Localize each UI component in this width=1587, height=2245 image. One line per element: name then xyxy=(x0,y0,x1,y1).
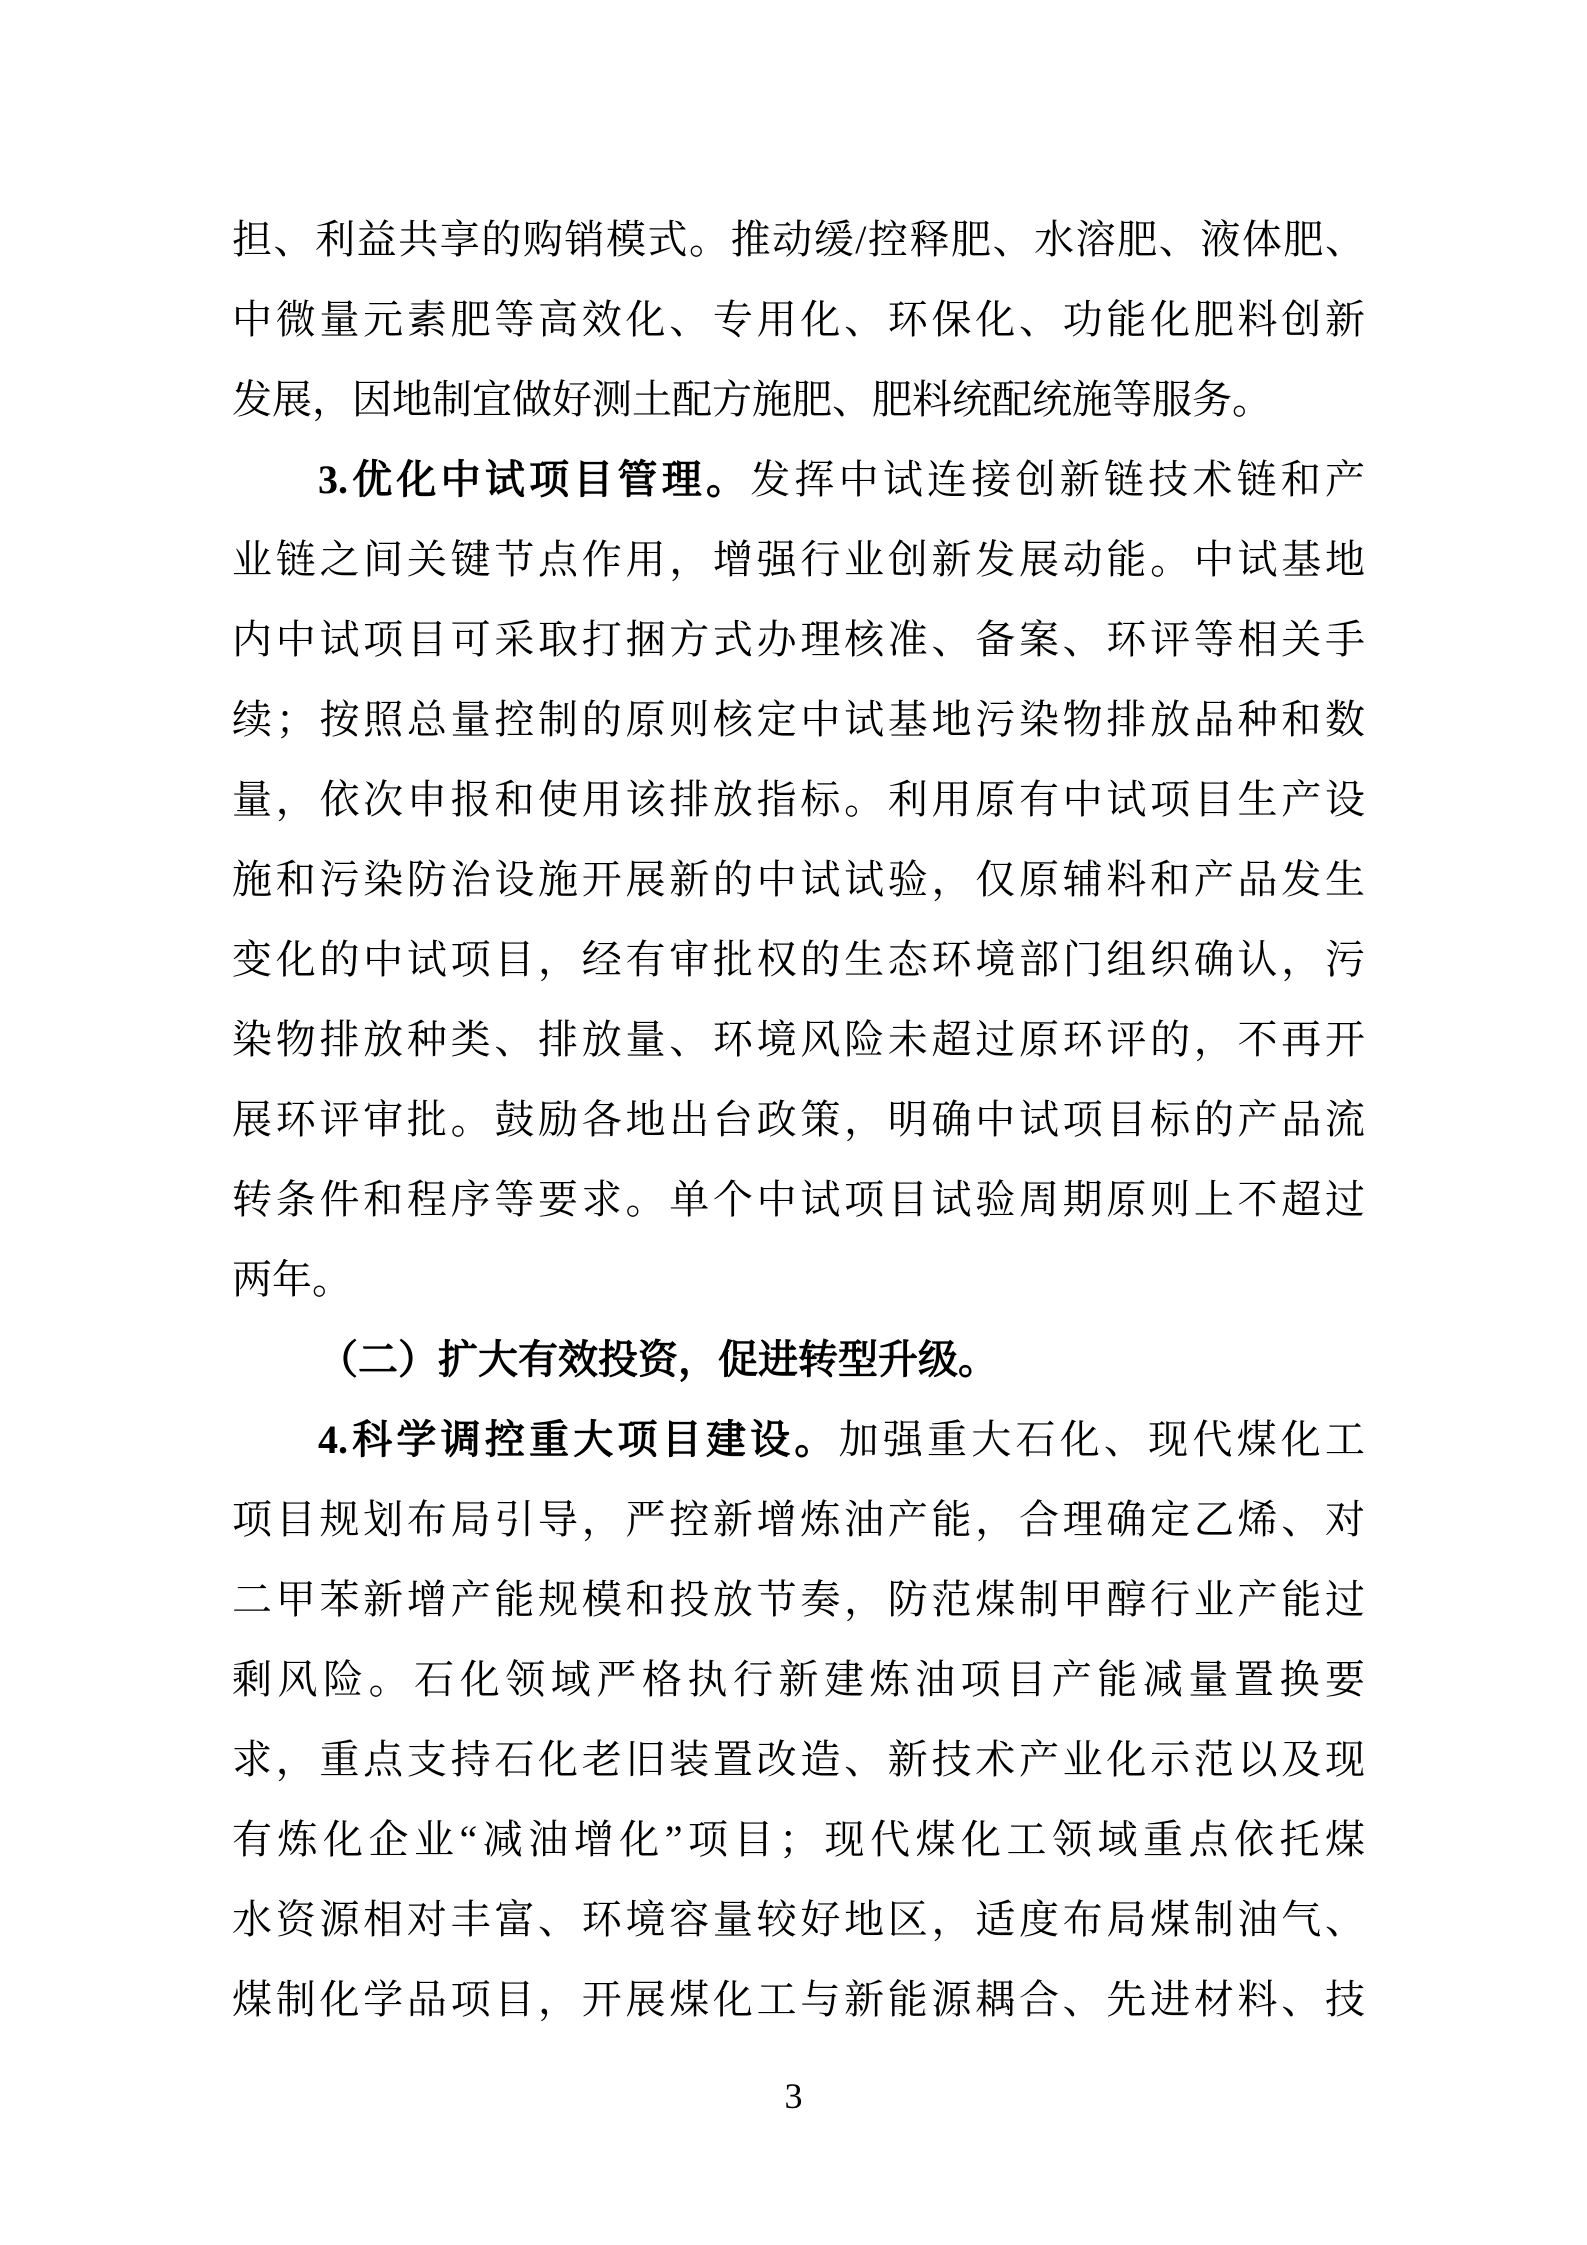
line-text: 中微量元素肥等高效化、专用化、环保化、功能化肥料创新 xyxy=(232,297,1365,342)
text-line xyxy=(232,920,1365,1000)
text-line xyxy=(232,1320,1365,1400)
line-text: 量，依次申报和使用该排放指标。利用原有中试项目生产设 xyxy=(232,777,1365,822)
text-line xyxy=(232,200,1365,280)
text-line xyxy=(232,1400,1365,1480)
text-line xyxy=(232,360,1365,440)
line-text: 煤制化学品项目，开展煤化工与新能源耦合、先进材料、技 xyxy=(232,1977,1365,2022)
page-footer xyxy=(0,2074,1587,2118)
numbered-heading-4: 4.科学调控重大项目建设。 xyxy=(318,1417,839,1462)
text-line xyxy=(232,600,1365,680)
text-line xyxy=(232,1800,1365,1880)
line-text: 发展，因地制宜做好测土配方施肥、肥料统配统施等服务。 xyxy=(232,377,1272,422)
line-text: 内中试项目可采取打捆方式办理核准、备案、环评等相关手 xyxy=(232,617,1365,662)
text-line xyxy=(232,840,1365,920)
line-text: 展环评审批。鼓励各地出台政策，明确中试项目标的产品流 xyxy=(232,1097,1365,1142)
text-line xyxy=(232,280,1365,360)
line-text: 施和污染防治设施开展新的中试试验，仅原辅料和产品发生 xyxy=(232,857,1365,902)
text-line xyxy=(232,680,1365,760)
text-line xyxy=(232,1480,1365,1560)
line-text: 发挥中试连接创新链技术链和产 xyxy=(750,457,1365,502)
line-text: 二甲苯新增产能规模和投放节奏，防范煤制甲醇行业产能过 xyxy=(232,1577,1365,1622)
text-line xyxy=(232,1240,1365,1320)
line-text: 续；按照总量控制的原则核定中试基地污染物排放品种和数 xyxy=(232,697,1365,742)
line-text: 业链之间关键节点作用，增强行业创新发展动能。中试基地 xyxy=(232,537,1365,582)
text-line xyxy=(232,1960,1365,2040)
text-line xyxy=(232,440,1365,520)
section-heading-2: （二）扩大有效投资，促进转型升级。 xyxy=(318,1337,998,1382)
text-line xyxy=(232,1000,1365,1080)
page-number: 3 xyxy=(784,2076,803,2116)
line-text: 水资源相对丰富、环境容量较好地区，适度布局煤制油气、 xyxy=(232,1897,1365,1942)
text-line xyxy=(232,1160,1365,1240)
line-text: 染物排放种类、排放量、环境风险未超过原环评的，不再开 xyxy=(232,1017,1365,1062)
line-text: 两年。 xyxy=(232,1257,352,1302)
text-line xyxy=(232,1560,1365,1640)
numbered-heading-3: 3.优化中试项目管理。 xyxy=(318,457,751,502)
line-text: 变化的中试项目，经有审批权的生态环境部门组织确认，污 xyxy=(232,937,1365,982)
text-line xyxy=(232,1720,1365,1800)
line-text: 剩风险。石化领域严格执行新建炼油项目产能减量置换要 xyxy=(232,1657,1365,1702)
line-text: 加强重大石化、现代煤化工 xyxy=(838,1417,1365,1462)
text-line xyxy=(232,1080,1365,1160)
line-text: 转条件和程序等要求。单个中试项目试验周期原则上不超过 xyxy=(232,1177,1365,1222)
line-text: 项目规划布局引导，严控新增炼油产能，合理确定乙烯、对 xyxy=(232,1497,1365,1542)
text-line xyxy=(232,760,1365,840)
line-text: 有炼化企业“减油增化”项目；现代煤化工领域重点依托煤 xyxy=(232,1817,1365,1862)
text-line xyxy=(232,520,1365,600)
line-text: 担、利益共享的购销模式。推动缓/控释肥、水溶肥、液体肥、 xyxy=(232,217,1365,262)
text-line xyxy=(232,1640,1365,1720)
text-line xyxy=(232,1880,1365,1960)
line-text: 求，重点支持石化老旧装置改造、新技术产业化示范以及现 xyxy=(232,1737,1365,1782)
document-body xyxy=(232,200,1365,2040)
